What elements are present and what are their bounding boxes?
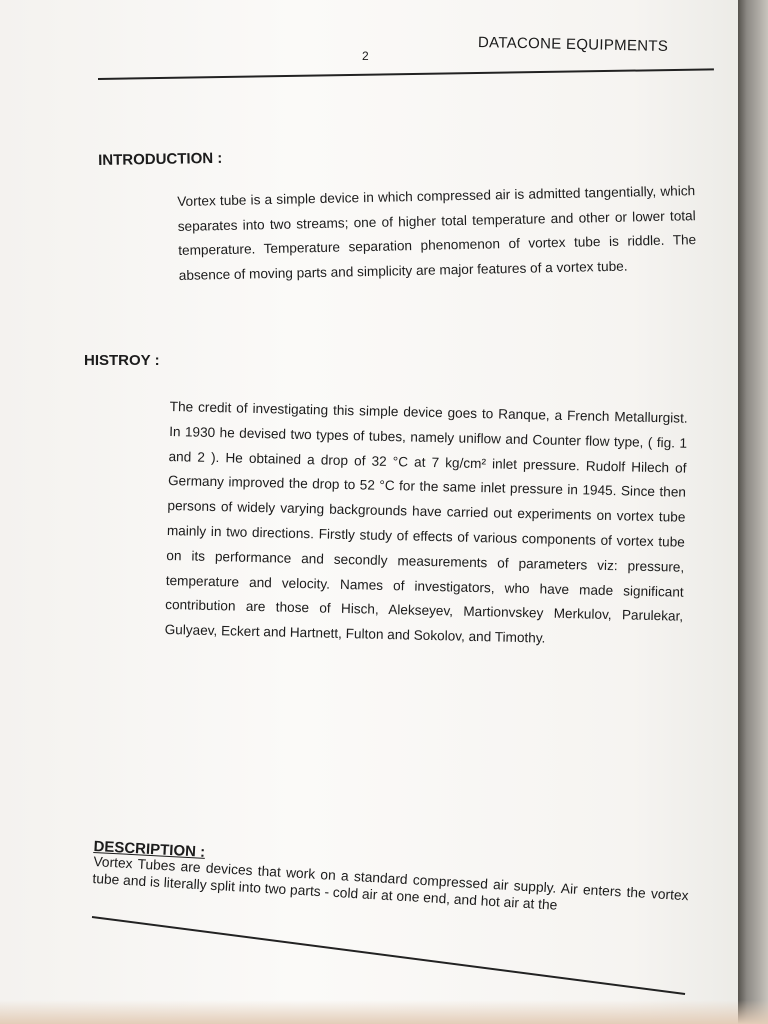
description-heading: DESCRIPTION : xyxy=(93,838,206,861)
history-body xyxy=(164,395,687,655)
header-brand: DATACONE EQUIPMENTS xyxy=(477,34,669,55)
introduction-body xyxy=(177,179,697,288)
introduction-paragraph: Vortex tube is a simple device in which compressed air is admitted tangentially, which separates into two streams; one of higher total temperature and other or lower total temperature. Temperature separation phenomenon of vortex tube is riddle. The absence of moving parts and simplicity are major features of a vortex tube. xyxy=(177,183,697,283)
history-paragraph: The credit of investigating this simple device goes to Ranque, a French Metallurgist. In 1930 he devised two types of tubes, namely uniflow and Counter flow type, ( fig. 1 and 2 ). He obtained a drop of 32 °C at 7 kg/cm² inlet pressure. Rudolf Hilech of Germany improved the drop to 52 °C for the same inlet pressure in 1945. Since then persons of widely varying backgrounds have carried out experiments on vortex tube mainly in two directions. Firstly study of effects of various components of vortex tube on its performance and secondly measurements of parameters viz: pressure, temperature and velocity. Names of investigators, who have made significant contribution are those of Hisch, Alekseyev, Martionvskey Merkulov, Parulekar, Gulyaev, Eckert and Hartnett, Fulton and Sokolov, and Timothy. xyxy=(164,398,688,646)
history-section xyxy=(84,352,160,369)
bottom-surface xyxy=(0,1000,768,1024)
footer-rule xyxy=(92,916,685,995)
description-body xyxy=(92,853,689,921)
page-number: 2 xyxy=(362,49,369,63)
description-paragraph: Vortex Tubes are devices that work on a standard compressed air supply. Air enters the vortex tube and is literally split into two parts - cold air at one end, and hot air at the xyxy=(92,853,689,913)
header-rule xyxy=(98,68,714,80)
introduction-heading: INTRODUCTION : xyxy=(98,149,223,169)
introduction-section xyxy=(98,150,222,169)
page-edge-shadow xyxy=(738,0,768,1024)
history-heading: HISTROY : xyxy=(84,352,160,369)
